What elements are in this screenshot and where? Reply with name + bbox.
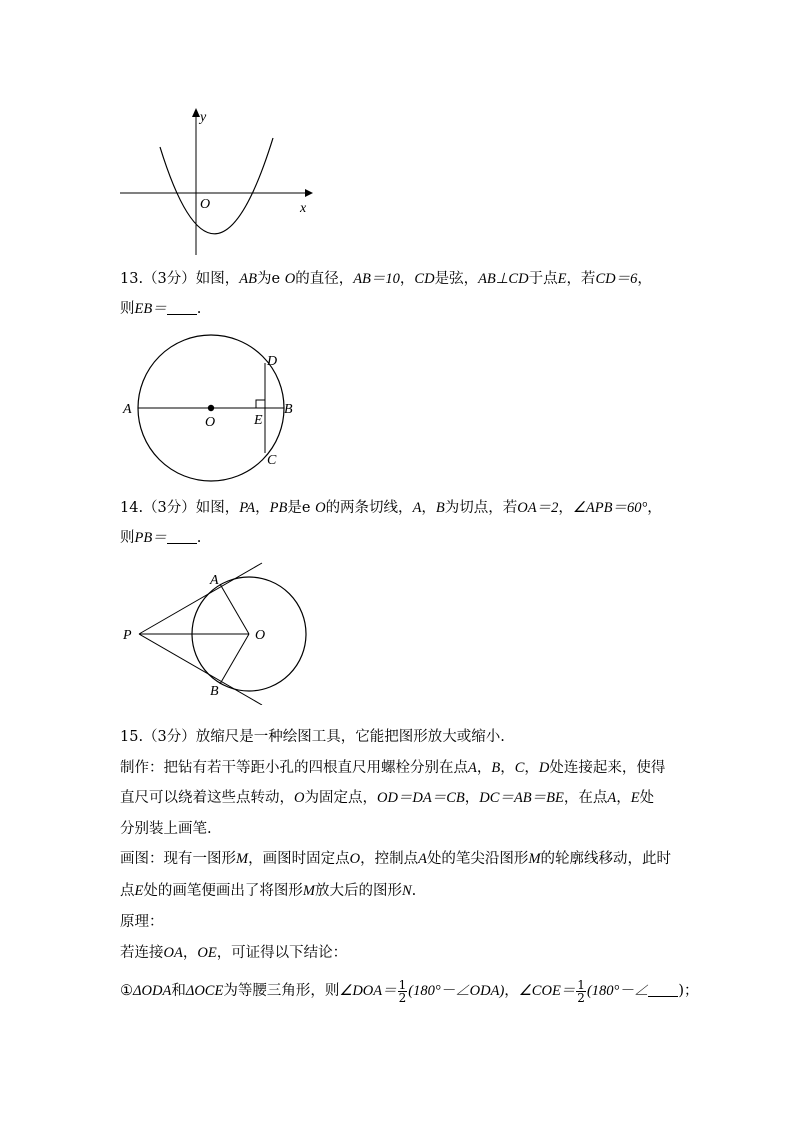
y-axis-label: y: [200, 110, 207, 125]
q15-line9: [120, 978, 699, 1004]
q13-text: 13.（3分）如图，: [120, 271, 240, 287]
q15-text: 点: [120, 883, 135, 899]
segment-oe: OE: [197, 945, 217, 961]
q13-text: 则: [120, 301, 135, 317]
q14-text: .: [196, 530, 202, 546]
expression-oda: (180°－∠ODA): [408, 983, 505, 999]
label-e: E: [254, 413, 263, 428]
q15-line2: [120, 759, 665, 777]
q15-text: ，: [500, 760, 515, 776]
tangent-pa: [139, 563, 262, 634]
parabola-curve: [160, 138, 273, 234]
point-o: O: [294, 790, 305, 806]
q13-line1: [120, 270, 652, 288]
q14-text: ，: [255, 500, 270, 516]
q14-text: 14.（3分）如图，: [120, 500, 240, 516]
q14-a: A: [412, 500, 422, 516]
q15-line3: [120, 789, 654, 807]
q13-text: .: [196, 301, 202, 317]
angle-coe: ∠COE＝: [518, 983, 576, 999]
q14-pb: PB: [269, 500, 288, 516]
q15-line7: [120, 913, 164, 931]
q13-text: ，若: [566, 271, 596, 287]
label-o: O: [255, 628, 266, 643]
q13-ab: AB: [239, 271, 258, 287]
q15-text: 制作：把钻有若干等距小孔的四根直尺用螺栓分别在点: [120, 760, 468, 776]
q14-text: ，: [647, 500, 662, 516]
q13-text: ，: [399, 271, 415, 287]
answer-blank[interactable]: [648, 982, 678, 997]
q13-cd-value: CD＝6: [595, 271, 638, 287]
q15-text: 为等腰三角形，则: [223, 983, 340, 999]
q13-text: 的直径，: [295, 271, 354, 287]
label-o: O: [205, 415, 216, 430]
x-axis-arrow: [305, 189, 313, 197]
q15-text: ，控制点: [360, 851, 419, 867]
q14-text: 的两条切线，: [325, 500, 413, 516]
figure-m: M: [302, 883, 315, 899]
q14-line1: [120, 499, 662, 517]
q15-text: ，: [476, 760, 492, 776]
equation-1: OD＝DA＝CB: [376, 790, 465, 806]
triangle-oce: ΔOCE: [185, 983, 224, 999]
q13-text: 于点: [528, 271, 558, 287]
q15-line5: [120, 850, 671, 868]
figure-m: M: [528, 851, 541, 867]
q15-text: 处: [639, 790, 655, 806]
q15-text: 放大后的图形: [314, 883, 402, 899]
fraction-denominator: 2: [577, 990, 585, 1005]
fraction-half: [398, 979, 408, 1004]
figure-n: N: [401, 883, 412, 899]
q15-text: 画图：现有一图形: [120, 851, 236, 867]
label-c: C: [267, 453, 277, 468]
point-a: A: [468, 760, 477, 776]
q15-text: ，在点: [563, 790, 608, 806]
point-a: A: [418, 851, 427, 867]
q15-text: ①: [120, 983, 133, 999]
q14-line2: [120, 529, 201, 547]
fraction-numerator: 1: [398, 977, 407, 992]
q15-text: ，画图时固定点: [248, 851, 350, 867]
center-dot: [208, 405, 214, 411]
q13-perp: AB⊥CD: [478, 271, 529, 287]
q15-text: 处的画笔便画出了将图形: [143, 883, 303, 899]
q15-text: 15.（3分）放缩尺是一种绘图工具，它能把图形放大或缩小.: [120, 729, 505, 745]
q13-eb: EB＝: [134, 301, 167, 317]
q15-line4: [120, 820, 212, 838]
q14-text: 为切点，若: [444, 500, 518, 516]
point-d: D: [538, 760, 550, 776]
y-axis-arrow: [192, 108, 200, 117]
q14-text: ，: [558, 500, 573, 516]
label-d: D: [267, 354, 278, 369]
q14-pa: PA: [239, 500, 256, 516]
point-c: C: [514, 760, 525, 776]
circle-symbol: e: [271, 271, 281, 287]
q15-text: ，: [616, 790, 631, 806]
q14-text: ，: [421, 500, 436, 516]
label-b: B: [284, 402, 293, 417]
q13-ab-value: AB＝10: [353, 271, 400, 287]
fraction-denominator: 2: [398, 990, 407, 1005]
q14-pb-q: PB＝: [134, 530, 167, 546]
q15-text: 直尺可以绕着这些点转动，: [120, 790, 294, 806]
right-angle-mark: [256, 400, 265, 408]
point-e: E: [630, 790, 640, 806]
label-a: A: [210, 573, 219, 588]
expression-coe: (180°－∠: [586, 983, 649, 999]
q13-text: ，: [637, 271, 652, 287]
q13-line2: [120, 300, 201, 318]
label-b: B: [210, 684, 219, 699]
figure-m: M: [236, 851, 249, 867]
q14-b: B: [435, 500, 445, 516]
answer-blank[interactable]: [167, 300, 197, 315]
q15-text: )；: [678, 983, 699, 999]
q14-angle: ∠APB＝60°: [572, 500, 648, 516]
q14-text: 是: [287, 500, 302, 516]
angle-doa: ∠DOA＝: [339, 983, 397, 999]
q15-line6: [120, 882, 416, 900]
point-e: E: [134, 883, 144, 899]
q15-text: 和: [171, 983, 186, 999]
q15-text: 为固定点，: [304, 790, 377, 806]
q14-o: O: [315, 500, 326, 516]
q15-text: ，: [504, 983, 519, 999]
circle-chord-figure: [115, 330, 305, 490]
fraction-numerator: 1: [577, 977, 585, 992]
tangent-lines-figure: [115, 555, 315, 705]
q14-text: 则: [120, 530, 135, 546]
fraction-half: [576, 979, 586, 1004]
point-o: O: [349, 851, 361, 867]
circle-symbol: e: [301, 500, 311, 516]
q15-text: ，: [182, 945, 198, 961]
q15-text: 处连接起来，使得: [549, 760, 666, 776]
q15-text: 处的笔尖沿图形: [426, 851, 529, 867]
segment-oa: OA: [163, 945, 183, 961]
q15-text: 的轮廓线移动，此时: [540, 851, 672, 867]
parabola-figure: [110, 100, 330, 260]
q15-line8: [120, 944, 347, 962]
x-axis-label: x: [300, 201, 307, 216]
q13-cd: CD: [414, 271, 435, 287]
point-a: A: [607, 790, 617, 806]
equation-2: DC＝AB＝BE: [479, 790, 564, 806]
q15-text: ，: [464, 790, 480, 806]
q13-text: 是弦，: [434, 271, 479, 287]
q15-text: 若连接: [120, 945, 164, 961]
triangle-oda: ΔODA: [133, 983, 172, 999]
label-p: P: [123, 628, 132, 643]
origin-label: O: [200, 197, 211, 212]
answer-blank[interactable]: [167, 529, 197, 544]
q15-line1: [120, 728, 505, 746]
q15-text: 原理：: [120, 914, 164, 930]
point-b: B: [491, 760, 501, 776]
tangent-pb: [139, 634, 262, 705]
q14-oa: OA＝2: [517, 500, 559, 516]
q13-e: E: [557, 271, 567, 287]
label-a: A: [123, 402, 132, 417]
radius-oa: [220, 584, 249, 634]
q15-text: ，可证得以下结论：: [216, 945, 348, 961]
q13-text: 为: [257, 271, 272, 287]
q15-text: ，: [524, 760, 539, 776]
q13-o: O: [284, 271, 296, 287]
radius-ob: [220, 634, 249, 684]
q15-text: 分别装上画笔.: [120, 821, 212, 837]
q15-text: .: [411, 883, 417, 899]
